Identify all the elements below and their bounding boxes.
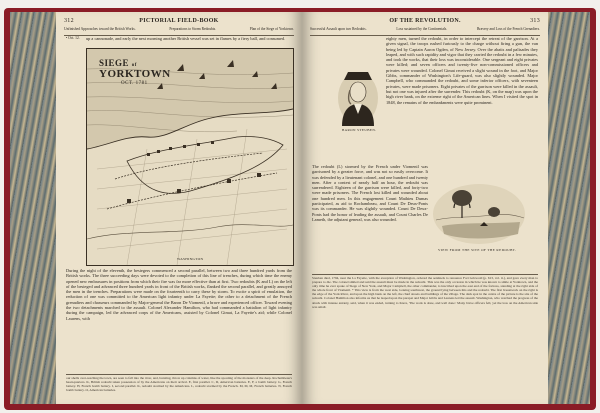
right-notes-rule (312, 274, 538, 275)
right-notes: Steuben died, 1794, near the La Fayette, with the exception of Washington, ordered the sentinels to renounce Fort Griswold (p. 613, vol. ii.), and gave every man to prepare to die. The colonel smiled and said the assault must be made in the redoubt. This was the only occasion in which he was known to smile at Yorktown, and the only time he ever spoke of Siege of New York, and Major Campbell, the other commander, is inscribed upon the east end of the fortress, standing at the right side of the whole front of Viomenil. * This view is from the west side, looking southwest, the ground lying between this and the redoubt. The first breastwork on the right is the edge of the York River, and upon the high bank on the left, the chief streets and buildings of the village. The dark spot in the centre of the picture is the site of the redoubt. Colonel Hamilton also informs us that he leaped upon the parapet and Major Gibbs and Laurens led the assault. Washington, who watched the progress of the attack with intense anxiety, said, when it was ended, turning to Knox, 'The work is done, and well done.' Many brave officers fell, yet the loss on the American side was small. (312, 276, 538, 309)
right-subhead-right: Bravery and Loss of the French Grenadiers. (477, 27, 540, 31)
left-top-line-marker: • Oct. 12. (66, 36, 80, 40)
right-subhead-left: Successful Assault upon two Redoubts. (310, 27, 367, 31)
map-title-of: of (131, 63, 137, 68)
map-title (99, 59, 171, 88)
map-title-yorktown: YORKTOWN (99, 68, 171, 80)
right-body-mid: The redoubt (L) stormed by the French under Viomenil was garrisoned by a greater force, and was not so easily overcome. It was defended by a lieutenant colonel, and one hundred and twenty men. After a contest of nearly half an hour, the redoubt was surrendered. Eighteen of the garrison were killed, and forty-two were made prisoners. The French lost killed and wounded about one hundred men. In this engagement Count Mathieu Dumas participated, as aid to Rochambeau, and Count De Deux-Ponts was its commander. He was slightly wounded. Count De Deux-Ponts had the honor of leading the assault, and Count Charles De Lameth, the adjutant general, was also wounded. (312, 164, 428, 222)
redoubt-view-vignette (432, 182, 526, 246)
left-top-text-b: another British vessel was set in flames by a fiery ball, and consumed. (163, 36, 286, 41)
left-subhead-mid: Preparations to Storm Redoubts. (169, 27, 217, 31)
right-body-top-text: eighty men, turned the redoubt, in order to intercept the retreat of the garrison. At a given signal, the troops rushed furiously to the charge without firing a gun, the van being led by Captain Aaron Ogden, of New Jersey. Over the abatis and palisades they leaped, and with such rapidity and vigor that they carried the redoubt in a few minutes, and took the works, that their loss was inconsiderable. One sergeant and eight privates were killed; and seven officers and twenty-five non-commissioned officers and privates were wounded. Colonel Gimat received a slight wound in the foot, and Major Gibbs, commander of Washington's Life-guard, was also slightly wounded. Major Campbell, who commanded the redoubt, and some inferior officers, with seventeen privates, were made prisoners. Eight privates of the garrison were killed in the assault, but not one was injured after the surrender. This redoubt (K, on the map) was upon the high river bank, on the extreme right of the American lines. When I visited the spot in 1848, the remains of the embankments were quite prominent. (386, 36, 538, 105)
left-subhead-right: Plan of the Siege of Yorktown. (249, 27, 294, 31)
siege-map (86, 48, 294, 266)
right-running-title: OF THE REVOLUTION. (389, 18, 461, 24)
left-subhead (64, 27, 294, 36)
right-running-head (310, 16, 540, 26)
map-title-siege: SIEGE (99, 58, 130, 68)
left-page-number: 312 (64, 18, 74, 24)
left-page (56, 12, 302, 404)
portrait-engraving (336, 68, 380, 126)
right-page (302, 12, 548, 404)
left-footnote: our shells over-reaching the town, are seen to fall into the river, and, bursting, throw up columns of water, like the spouting of the monsters of the deep. Rochambeau's head-quarters. K, British redoubt taken possession of by the Americans on their arrival. E, first parallel. C, D, American batteries. E, F, a bomb battery. G, French battery. H, French bomb battery. I, second parallel. K, redoubt stormed by the Americans. L, redoubt stormed by the French. M, M, M, French batteries. N, French bomb battery. O, American batteries. (66, 376, 292, 393)
marbled-edge-left (10, 12, 60, 404)
baron-steuben-portrait (336, 68, 380, 126)
left-running-title: PICTORIAL FIELD-BOOK (139, 18, 219, 24)
left-subhead-left: Unfinished Approaches toward the British Works. (64, 27, 136, 31)
left-footnote-rule (66, 374, 292, 375)
right-page-number: 313 (530, 18, 540, 24)
left-top-text-a: up a cannonade, and early the next morning (86, 36, 162, 41)
right-subhead (310, 27, 540, 36)
right-body-top (386, 36, 538, 105)
vignette-caption: VIEW FROM THE SITE OF THE REDOUBT. (438, 248, 517, 252)
right-subhead-mid: Loss sustained by the Continentals. (396, 27, 448, 31)
vignette-engraving (432, 182, 526, 246)
left-running-head (64, 16, 294, 26)
portrait-caption: BARON STEUBEN. (342, 128, 377, 132)
left-top-text (86, 36, 292, 41)
left-body-text: During the night of the eleventh, the besiegers commenced a second parallel, between two and three hundred yards from the British works. The three succeeding days were devoted to the completion of this line of trenches, during which time the enemy opened new embrasures in positions from which their fire was far more effective than at first. Two redoubts (K and L) on the left of the besieged and advanced three hundred yards in front of the British works, flanked the second parallel, and greatly annoyed the men in the trenches. Preparations were made on the fourteenth to carry these by storm. To excite a spirit of emulation, the reduction of one was committed to the American light infantry under La Fayette; the other to a detachment of the French grenadiers and chasseurs commanded by Major-general the Baron De Viomenil, a brave and experienced officer. Toward evening the two detachments marched to the assault. Colonel Alexander Hamilton, who had commanded a battalion of light infantry during the campaign, led the advanced corps of the Americans, assisted by Colonel Gimat, La Fayette's aid; while Colonel Laurens, with (66, 268, 292, 321)
map-bottom-label: WASHINGTON (177, 257, 204, 261)
map-date: OCT. 1781 (121, 81, 148, 86)
